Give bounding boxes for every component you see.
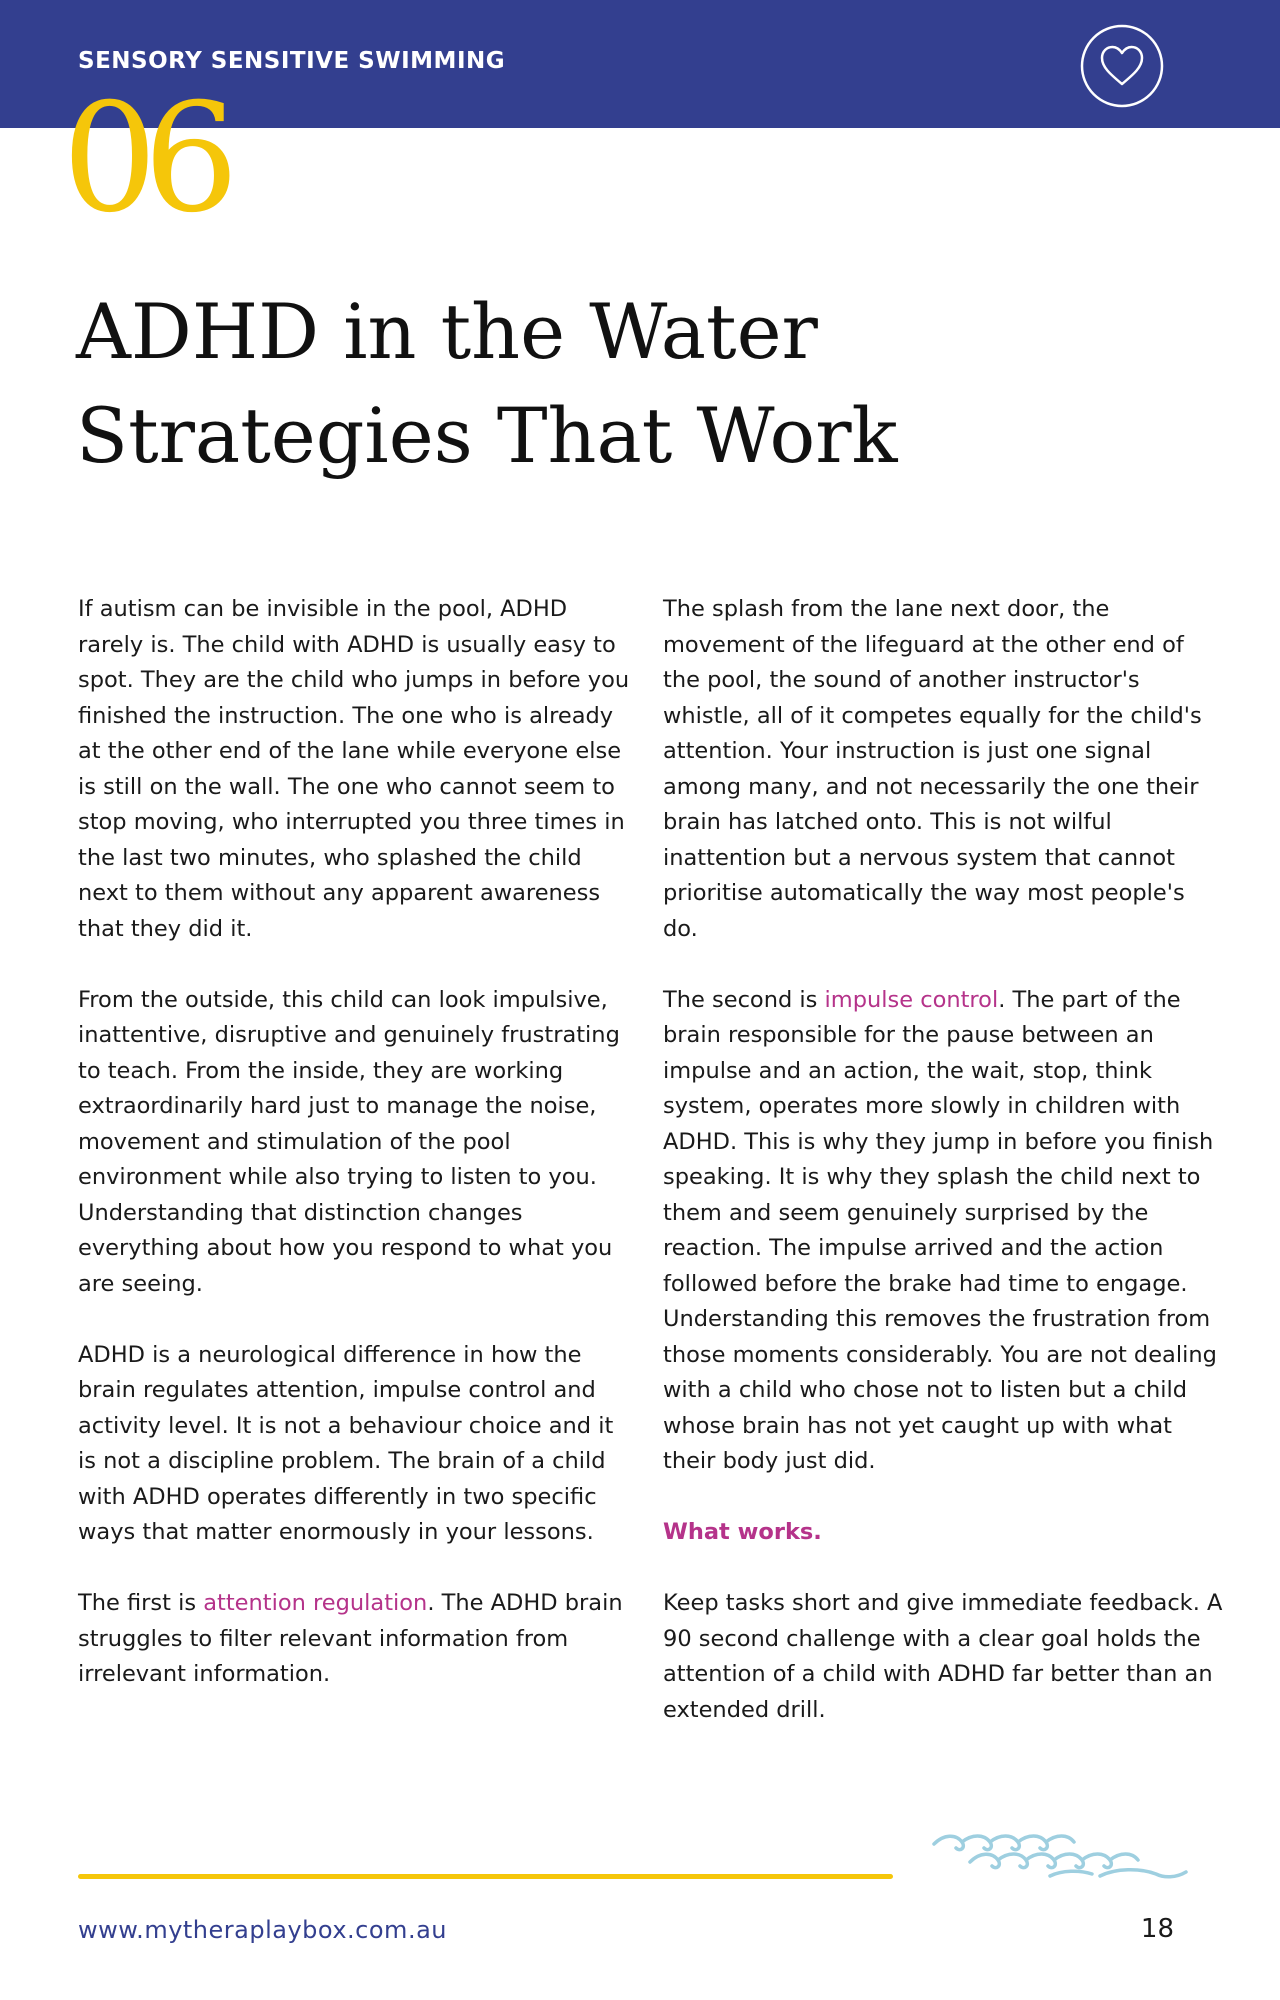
chapter-title-line-1: ADHD in the Water [76, 287, 818, 376]
paragraph: ADHD is a neurological difference in how the brain regulates attention, impulse control and activity level. It is not a behaviour choice and it is not a discipline problem. The brain of a child with ADHD operates differently in two specific ways that matter enormously in your lessons. [78, 1341, 614, 1545]
paragraph: The splash from the lane next door, the movement of the lifeguard at the other end of the pool, the sound of another instructor's whistle, all of it competes equally for the child's attention. Your instruction is just one signal among many, and not necessarily the one their brain has latched onto. This is not wilful inattention but a nervous system that cannot prioritise automatically the way most people's do. [663, 596, 1202, 942]
text-run: . The ADHD brain struggles to filter relevant information from irrelevant information. [78, 1590, 623, 1687]
chapter-title-line-2: Strategies That Work [76, 391, 898, 480]
paragraph [78, 1586, 638, 1693]
heart-icon [1080, 24, 1164, 108]
paragraph [663, 983, 1223, 1480]
paragraph: From the outside, this child can look impulsive, inattentive, disruptive and genuinely frustrating to teach. From the inside, they are working extraordinarily hard just to manage the noise, movement and stimulation of the pool environment while also trying to listen to you. Understanding that distinction changes everything about how you respond to what you are seeing. [78, 986, 620, 1297]
chapter-title [76, 280, 1176, 488]
body-column-right [663, 592, 1223, 1764]
page-number: 18 [1140, 1914, 1174, 1944]
chapter-number: 06 [62, 72, 225, 246]
footer-divider [78, 1874, 893, 1879]
body-column-left [78, 592, 638, 1728]
paragraph: Keep tasks short and give immediate feedback. A 90 second challenge with a clear goal holds the attention of a child with ADHD far better than an extended drill. [663, 1590, 1223, 1723]
highlight-term: impulse control [824, 986, 999, 1013]
text-run: The first is [78, 1590, 204, 1616]
text-run: The second is [663, 986, 825, 1013]
paragraph: If autism can be invisible in the pool, ADHD rarely is. The child with ADHD is usually easy to spot. They are the child who jumps in before you finished the instruction. The one who is already at the other end of the lane while everyone else is still on the wall. The one who cannot seem to stop moving, who interrupted you three times in the last two minutes, who splashed the child next to them without any apparent awareness that they did it. [78, 596, 630, 942]
footer-website-link[interactable]: www.mytheraplaybox.com.au [78, 1916, 447, 1944]
section-subheading: What works. [663, 1519, 822, 1545]
waves-icon [930, 1826, 1202, 1882]
text-run: . The part of the brain responsible for the pause between an impulse and an action, the wait, stop, think system, operates more slowly in children with ADHD. This is why they jump in before you finish speaking. It is why they splash the child next to them and seem genuinely surprised by the reaction. The impulse arrived and the action followed before the brake had time to engage. Understanding this removes the frustration from those moments considerably. You are not dealing with a child who chose not to listen but a child whose brain has not yet caught up with what their body just did. [663, 986, 1217, 1474]
highlight-term: attention regulation [203, 1590, 428, 1616]
header-title: SENSORY SENSITIVE SWIMMING [78, 48, 506, 74]
